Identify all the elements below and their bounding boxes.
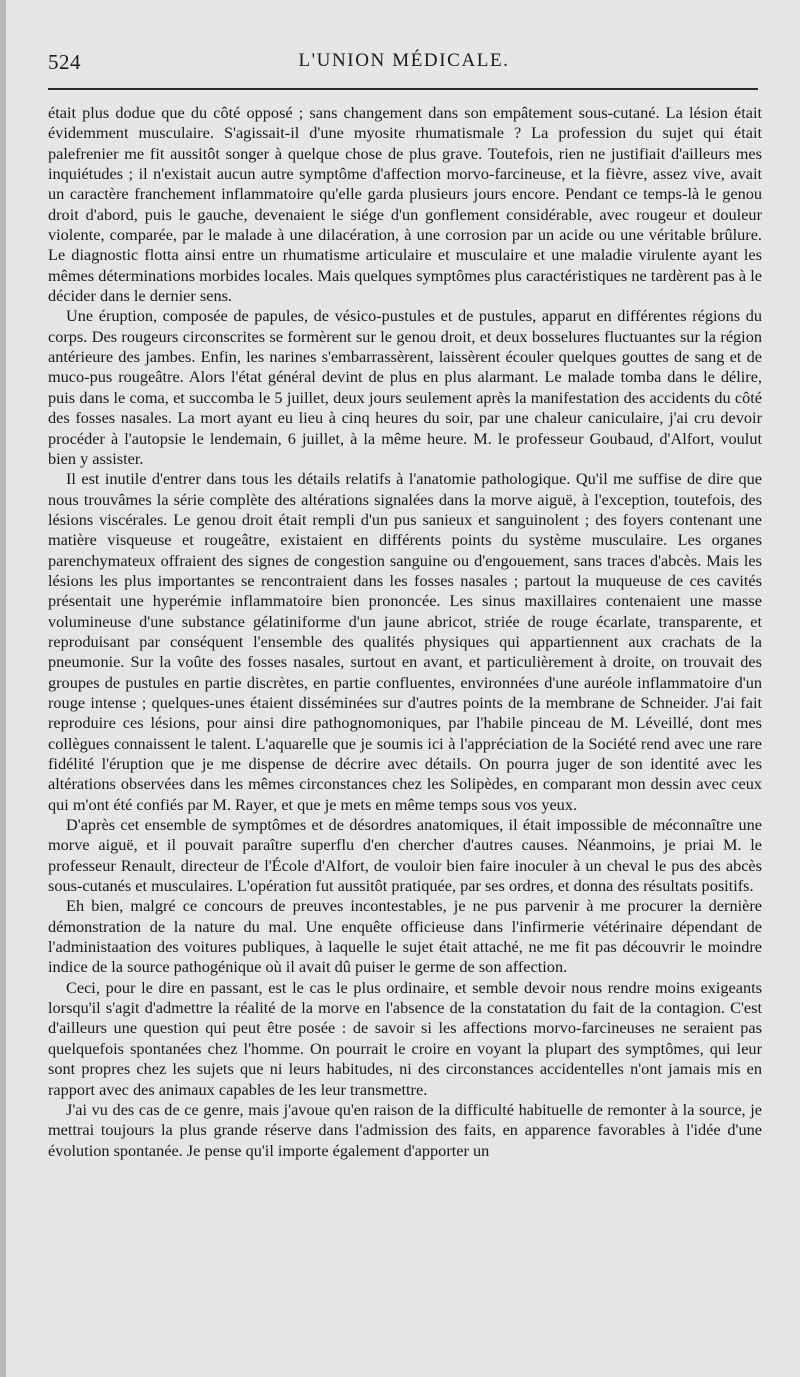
paragraph: J'ai vu des cas de ce genre, mais j'avoue qu'en raison de la difficulté habituelle de remonter à la source, je mettrai toujours la plus grande réserve dans l'admission des faits, en apparence favorables à l'idée d'une évolution spontanée. Je pense qu'il importe également d'apporter un	[48, 1099, 762, 1160]
header-rule	[48, 88, 758, 90]
paragraph: Ceci, pour le dire en passant, est le cas le plus ordinaire, et semble devoir nous rendre moins exigeants lorsqu'il s'agit d'admettre la réalité de la morve en l'absence de la constatation du fait de la contagion. C'est d'ailleurs une question qui peut être posée : de savoir si les affections morvo-farcineuses ne seraient pas quelquefois spontanées chez l'homme. On pourrait le croire en voyant la plupart des symptômes, qui leur sont propres chez les sujets que ni leurs habitudes, ni des circonstances accidentelles n'ont jamais mis en rapport avec des animaux capables de les leur transmettre.	[48, 977, 762, 1099]
paragraph: D'après cet ensemble de symptômes et de désordres anatomiques, il était impossible de méconnaître une morve aiguë, et il pouvait paraître superflu d'en chercher d'autres causes. Néanmoins, je priai M. le professeur Renault, directeur de l'École d'Alfort, de vouloir bien faire inoculer à un cheval le pus des abcès sous-cutanés et musculaires. L'opération fut aussitôt pratiquée, par ses ordres, et donna des résultats positifs.	[48, 815, 762, 896]
paragraph: Il est inutile d'entrer dans tous les détails relatifs à l'anatomie pathologique. Qu'il me suffise de dire que nous trouvâmes la série complète des altérations signalées dans la morve aiguë, à l'exception, toutefois, des lésions viscérales. Le genou droit était rempli d'un pus sanieux et sanguinolent ; des foyers contenant une matière visqueuse et rougeâtre, existaient en différents points du système musculaire. Les organes parenchymateux offraient des signes de congestion sanguine ou d'engouement, sans traces d'abcès. Mais les lésions les plus importantes se rencontraient dans les fosses nasales ; partout la muqueuse de ces cavités présentait une hyperémie inflammatoire bien prononcée. Les sinus maxillaires contenaient une masse volumineuse d'une substance gélatiniforme d'un jaune abricot, striée de rouge écarlate, transparente, et reproduisant par conséquent l'ensemble des qualités physiques qui appartiennent aux crachats de la pneumonie. Sur la voûte des fosses nasales, surtout en avant, et particulièrement à droite, on trouvait des groupes de pustules en partie discrètes, en partie confluentes, environnées d'une auréole inflammatoire d'un rouge intense ; quelques-unes étaient disséminées sur d'autres points de la membrane de Schneider. J'ai fait reproduire ces lésions, pour ainsi dire pathognomoniques, par l'habile pinceau de M. Léveillé, dont mes collègues connaissent le talent. L'aquarelle que je soumis ici à l'appréciation de la Société rend avec une rare fidélité l'éruption que je me dispense de décrire avec détails. On pourra juger de son identité avec les altérations observées dans les mêmes circonstances chez les Solipèdes, en comparant mon dessin avec ceux qui m'ont été confiés par M. Rayer, et que je mets en même temps sous vos yeux.	[48, 469, 762, 814]
paragraph: Eh bien, malgré ce concours de preuves incontestables, je ne pus parvenir à me procurer la dernière démonstration de la nature du mal. Une enquête officieuse dans l'infirmerie vétérinaire dépendant de l'administaation des voitures publiques, à laquelle le sujet était attaché, ne me fit pas découvrir le moindre indice de la source pathogénique où il avait dû puiser le germe de son affection.	[48, 896, 762, 977]
body-text	[48, 103, 762, 1161]
page-number: 524	[48, 50, 81, 74]
running-head: L'UNION MÉDICALE.	[298, 50, 510, 71]
page-edge	[0, 0, 6, 1377]
paragraph: était plus dodue que du côté opposé ; sans changement dans son empâtement sous-cutané. La lésion était évidemment musculaire. S'agissait-il d'une myosite rhumatismale ? La profession du sujet qui était palefrenier me fit aussitôt songer à quelque chose de plus grave. Toutefois, rien ne justifiait d'ailleurs mes inquiétudes ; il n'existait aucun autre symptôme d'affection morvo-farcineuse, et la fièvre, assez vive, avait un caractère franchement inflammatoire qu'elle garda plusieurs jours encore. Pendant ce temps-là le genou droit d'abord, puis le gauche, devenaient le siége d'un gonflement considérable, avec rougeur et douleur violente, comparée, par le malade à une dilacération, à une corrosion par un acide ou une véritable brûlure. Le diagnostic flotta ainsi entre un rhumatisme articulaire et musculaire et une maladie virulente ayant les mêmes déterminations morbides locales. Mais quelques symptômes plus caractéristiques ne tardèrent pas à le décider dans le dernier sens.	[48, 103, 762, 306]
page-header	[48, 46, 760, 76]
paragraph: Une éruption, composée de papules, de vésico-pustules et de pustules, apparut en différentes régions du corps. Des rougeurs circonscrites se formèrent sur le genou droit, et deux bosselures fluctuantes sur la région antérieure des jambes. Enfin, les narines s'embarrassèrent, laissèrent écouler quelques gouttes de sang et de muco-pus rougeâtre. Alors l'état général devint de plus en plus alarmant. Le malade tomba dans le délire, puis dans le coma, et succomba le 5 juillet, deux jours seulement après la manifestation des accidents du côté des fosses nasales. La mort ayant eu lieu à cinq heures du soir, par une chaleur caniculaire, j'ai cru devoir procéder à l'autopsie le lendemain, 6 juillet, à la même heure. M. le professeur Goubaud, d'Alfort, voulut bien y assister.	[48, 306, 762, 468]
